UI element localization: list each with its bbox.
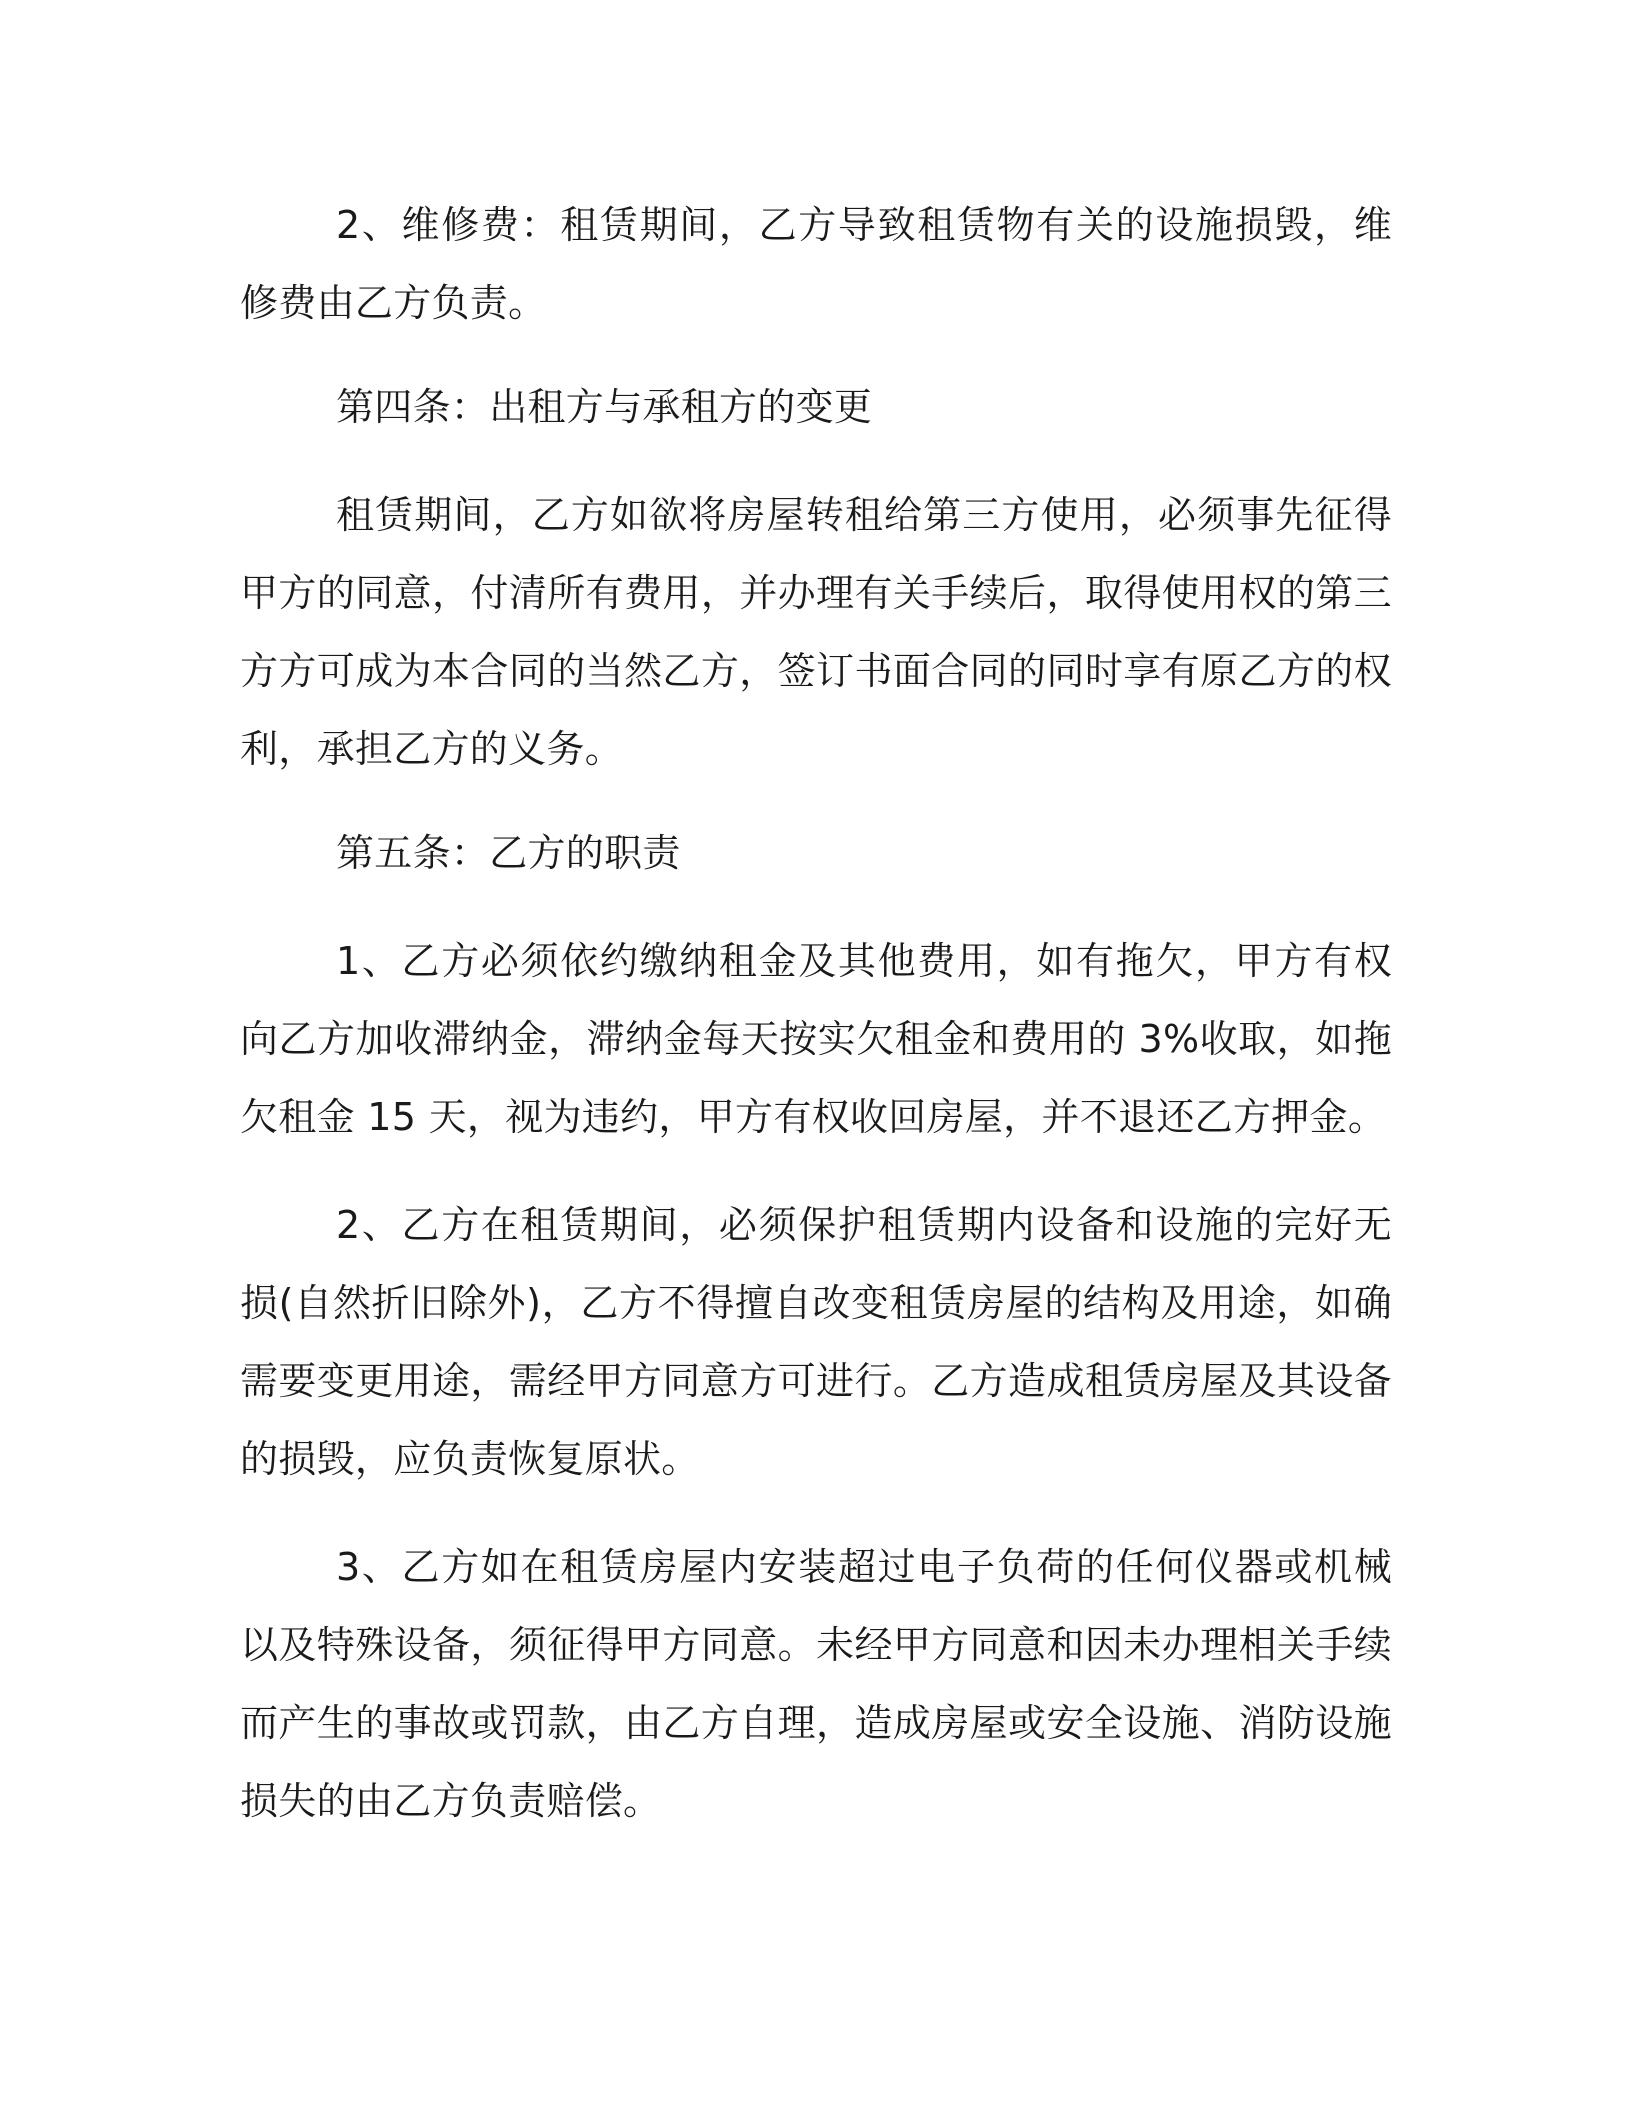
paragraph-rent-payment: 1、乙方必须依约缴纳租金及其他费用，如有拖欠，甲方有权向乙方加收滞纳金，滞纳金每天按实欠租金和费用的 3%收取，如拖欠租金 15 天，视为违约，甲方有权收回房屋，并不退还乙方押金。 <box>240 939 1392 1139</box>
heading-article-4: 第四条：出租方与承租方的变更 <box>336 385 873 429</box>
paragraph-repair-fee: 2、维修费：租赁期间，乙方导致租赁物有关的设施损毁，维修费由乙方负责。 <box>240 203 1392 325</box>
document-page <box>240 186 1392 1840</box>
heading-article-5: 第五条：乙方的职责 <box>336 831 681 875</box>
paragraph-sublease: 租赁期间，乙方如欲将房屋转租给第三方使用，必须事先征得甲方的同意，付清所有费用，并办理有关手续后，取得使用权的第三方方可成为本合同的当然乙方，签订书面合同的同时享有原乙方的权利，承担乙方的义务。 <box>240 493 1392 771</box>
paragraph-equipment-protection: 2、乙方在租赁期间，必须保护租赁期内设备和设施的完好无损(自然折旧除外)，乙方不得擅自改变租赁房屋的结构及用途，如确需要变更用途，需经甲方同意方可进行。乙方造成租赁房屋及其设备的损毁，应负责恢复原状。 <box>240 1203 1392 1481</box>
paragraph-special-equipment: 3、乙方如在租赁房屋内安装超过电子负荷的任何仪器或机械以及特殊设备，须征得甲方同意。未经甲方同意和因未办理相关手续而产生的事故或罚款，由乙方自理，造成房屋或安全设施、消防设施损失的由乙方负责赔偿。 <box>240 1545 1392 1823</box>
